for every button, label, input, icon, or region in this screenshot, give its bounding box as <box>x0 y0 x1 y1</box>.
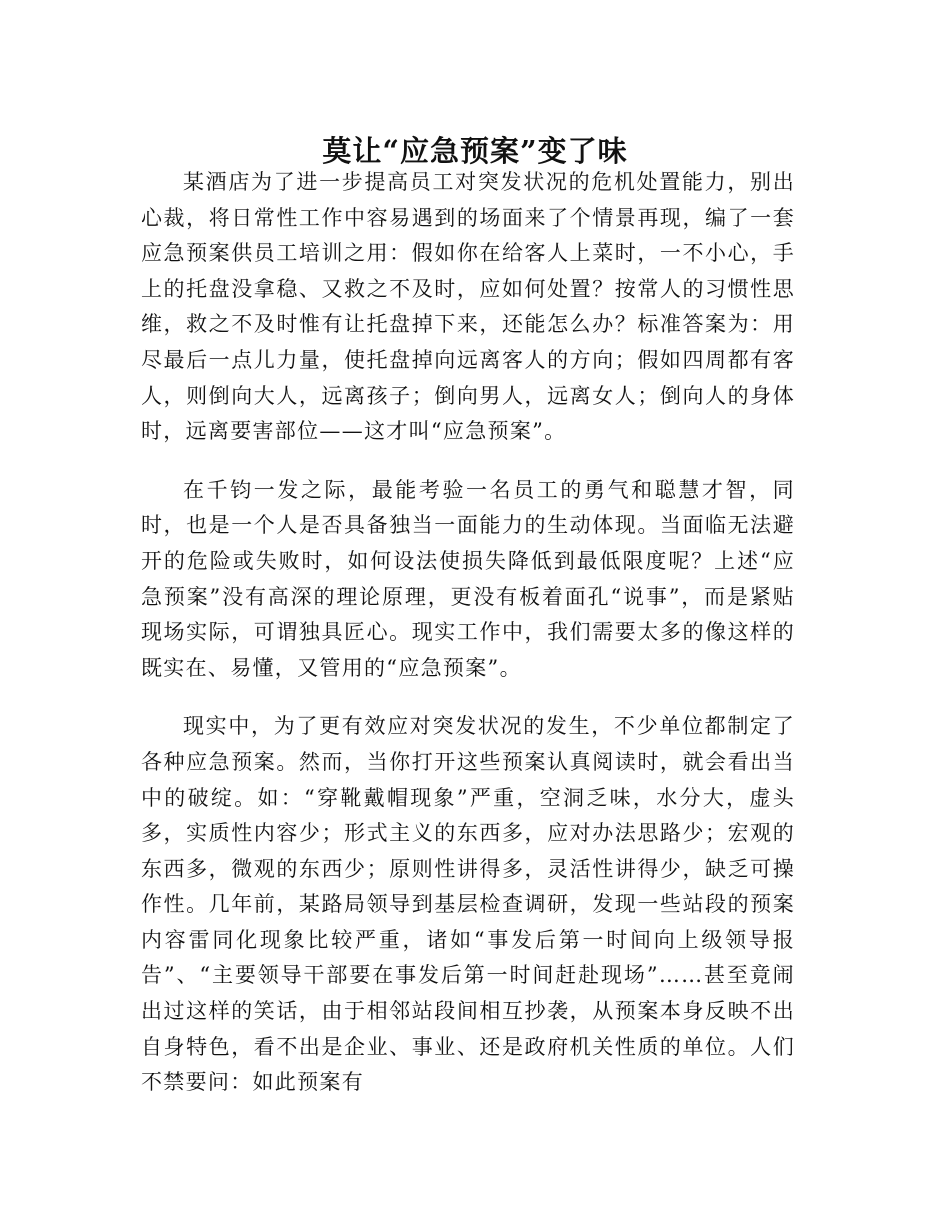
paragraph-1: 某酒店为了进一步提高员工对突发状况的危机处置能力，别出心裁，将日常性工作中容易遇到的场面来了个情景再现，编了一套应急预案供员工培训之用：假如你在给客人上菜时，一不小心，手上的托盘没拿稳、又救之不及时，应如何处置？按常人的习惯性思维，救之不及时惟有让托盘掉下来，还能怎么办？标准答案为：用尽最后一点儿力量，使托盘掉向远离客人的方向；假如四周都有客人，则倒向大人，远离孩子；倒向男人，远离女人；倒向人的身体时，远离要害部位——这才叫“应急预案”。 <box>141 170 795 444</box>
document-title: 莫让“应急预案”变了味 <box>322 134 628 169</box>
document-body <box>141 165 795 1101</box>
paragraph-3: 现实中，为了更有效应对突发状况的发生，不少单位都制定了各种应急预案。然而，当你打开这些预案认真阅读时，就会看出当中的破绽。如：“穿靴戴帽现象”严重，空洞乏味，水分大，虚头多，实质性内容少；形式主义的东西多，应对办法思路少；宏观的东西多，微观的东西少；原则性讲得多，灵活性讲得少，缺乏可操作性。几年前，某路局领导到基层检查调研，发现一些站段的预案内容雷同化现象比较严重，诸如“事发后第一时间向上级领导报告”、“主要领导干部要在事发后第一时间赶赴现场”……甚至竟闹出过这样的笑话，由于相邻站段间相互抄袭，从预案本身反映不出自身特色，看不出是企业、事业、还是政府机关性质的单位。人们不禁要问：如此预案有 <box>141 714 795 1095</box>
paragraph-2: 在千钧一发之际，最能考验一名员工的勇气和聪慧才智，同时，也是一个人是否具备独当一面能力的生动体现。当面临无法避开的危险或失败时，如何设法使损失降低到最低限度呢？上述“应急预案”没有高深的理论原理，更没有板着面孔“说事”，而是紧贴现场实际，可谓独具匠心。现实工作中，我们需要太多的像这样的既实在、易懂，又管用的“应急预案”。 <box>141 477 795 680</box>
